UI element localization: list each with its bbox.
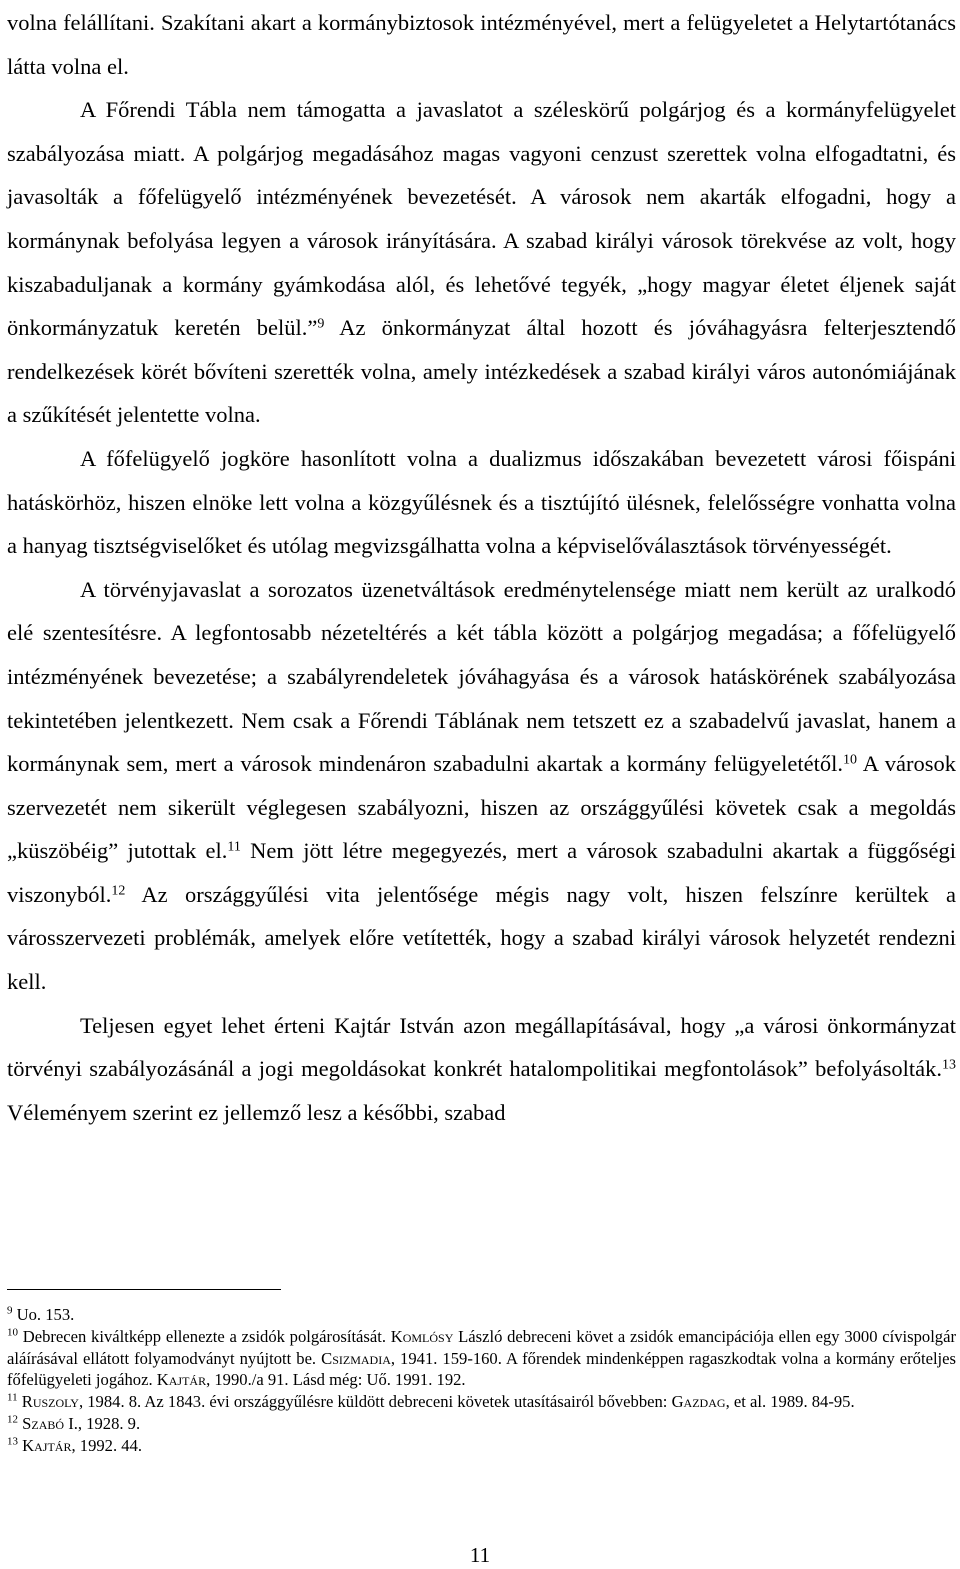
text-segment: Debrecen kiváltképp ellenezte a zsidók polgárosítását.	[18, 1326, 391, 1346]
paragraph	[7, 1004, 956, 1135]
footnote	[7, 1391, 956, 1413]
footnote-reference: 12	[111, 883, 126, 899]
footnote-reference: 12	[7, 1413, 18, 1426]
text-segment: Az önkormányzat által hozott és jóváhagyásra felterjesztendő rendelkezések körét bővíteni szerették volna, amely intézkedések a szabad királyi város autonómiájának a szűkítését jelentette volna.	[7, 315, 956, 428]
footnote-reference: 9	[317, 316, 325, 332]
footnote-reference: 10	[7, 1326, 18, 1339]
footnote-reference: 13	[7, 1435, 18, 1448]
cited-author: Ruszoly	[21, 1392, 79, 1412]
text-segment: Véleményem szerint ez jellemző lesz a későbbi, szabad	[7, 1099, 506, 1125]
footnote-list	[7, 1304, 956, 1457]
text-segment: volna felállítani. Szakítani akart a kormánybiztosok intézményével, mert a felügyeletet a Helytartótanács látta volna el.	[7, 10, 956, 79]
footnote-reference: 10	[842, 752, 857, 768]
text-segment: Az országgyűlési vita jelentősége mégis nagy volt, hiszen felszínre kerültek a városszervezeti problémák, amelyek előre vetítették, hogy a szabad királyi városok helyzetét rendezni kell.	[7, 881, 956, 995]
text-segment: , 1941. 159-160. A főrendek mindenképpen ragaszkodtak volna a kormány erőteljes főfelügyeleti jogához.	[7, 1348, 956, 1390]
footnote-reference: 11	[7, 1391, 18, 1404]
footnote-reference: 11	[227, 839, 241, 855]
text-segment: , 1990./a 91. Lásd még: Uő. 1991. 192.	[206, 1370, 466, 1390]
text-segment: Nem jött létre megegyezés, mert a városok szabadulni akartak a függőségi viszonyból.	[7, 838, 957, 907]
cited-author: Szabó I.	[22, 1413, 78, 1433]
cited-author: Gazdag	[671, 1392, 726, 1412]
paragraph	[7, 437, 956, 568]
cited-author: Komlósy	[390, 1326, 454, 1346]
paragraph	[7, 1, 956, 88]
footnote-separator	[7, 1289, 281, 1290]
page-number: 11	[469, 1543, 491, 1567]
cited-author: Kajtár	[156, 1370, 207, 1390]
footnote	[7, 1326, 956, 1391]
text-segment: Uo. 153.	[12, 1305, 75, 1324]
footnote-reference: 9	[7, 1304, 13, 1317]
text-segment: , 1984. 8. Az 1843. évi országgyűlésre küldött debreceni követek utasításairól bővebben:	[78, 1392, 672, 1412]
document-page	[7, 0, 956, 1134]
text-segment: A főfelügyelő jogköre hasonlított volna a dualizmus időszakában bevezetett városi főispáni hatáskörhöz, hiszen elnöke lett volna a közgyűlésnek és a tisztújító ülésnek, felelősségre vonhatta volna a hanyag tisztségviselőket és utólag megvizsgálhatta volna a képviselőválasztások törvényességét.	[7, 445, 956, 559]
text-segment: A Főrendi Tábla nem támogatta a javaslatot a széleskörű polgárjog és a kormányfelügyelet szabályozása miatt. A polgárjog megadásához magas vagyoni cenzust szerettek volna elfogadtatni, és javasolták a főfelügyelő intézményének bevezetését. A városok nem akarták elfogadni, hogy a kormánynak befolyása legyen a városok irányítására. A szabad királyi városok törekvése az volt, hogy kiszabaduljanak a kormány gyámkodása alól, és lehetővé tegyék, „hogy magyar életet éljenek saját önkormányzatuk keretén belül.”	[7, 97, 956, 341]
text-segment: , et al. 1989. 84-95.	[725, 1392, 855, 1412]
text-segment: Teljesen egyet lehet érteni Kajtár István azon megállapításával, hogy „a városi önkormányzat törvényi szabályozásánál a jogi megoldásokat konkrét hatalompolitikai megfontolások” befolyásolták.	[7, 1012, 956, 1082]
text-segment: , 1992. 44.	[71, 1435, 143, 1455]
text-segment: , 1928. 9.	[77, 1413, 141, 1433]
footnote	[7, 1435, 956, 1457]
footnote	[7, 1304, 956, 1326]
cited-author: Kajtár	[22, 1435, 72, 1455]
text-segment: László debreceni követ a zsidók emancipációja ellen egy 3000 cívispolgár aláírásával ellátott folyamodványt nyújtott be.	[7, 1326, 956, 1368]
footnotes-section	[7, 1289, 956, 1457]
body-text	[7, 0, 956, 1134]
footnote-reference: 13	[942, 1057, 956, 1073]
paragraph	[7, 568, 956, 1004]
cited-author: Csizmadia	[321, 1348, 391, 1368]
text-segment: A törvényjavaslat a sorozatos üzenetváltások eredménytelensége miatt nem került az uralkodó elé szentesítésre. A legfontosabb nézeteltérés a két tábla között a polgárjog megadása; a főfelügyelő intézményének bevezetése; a szabályrendeletek jóváhagyása és a városok hatáskörének szabályozása tekintetében jelentkezett. Nem csak a Főrendi Táblának nem tetszett ez a szabadelvű javaslat, hanem a kormánynak sem, mert a városok mindenáron szabadulni akartak a kormány felügyeletétől.	[7, 576, 956, 777]
footnote	[7, 1413, 956, 1435]
text-segment: A városok szervezetét nem sikerült véglegesen szabályozni, hiszen az országgyűlési követek csak a megoldás „küszöbéig” jutottak el.	[7, 751, 956, 864]
paragraph	[7, 88, 956, 437]
